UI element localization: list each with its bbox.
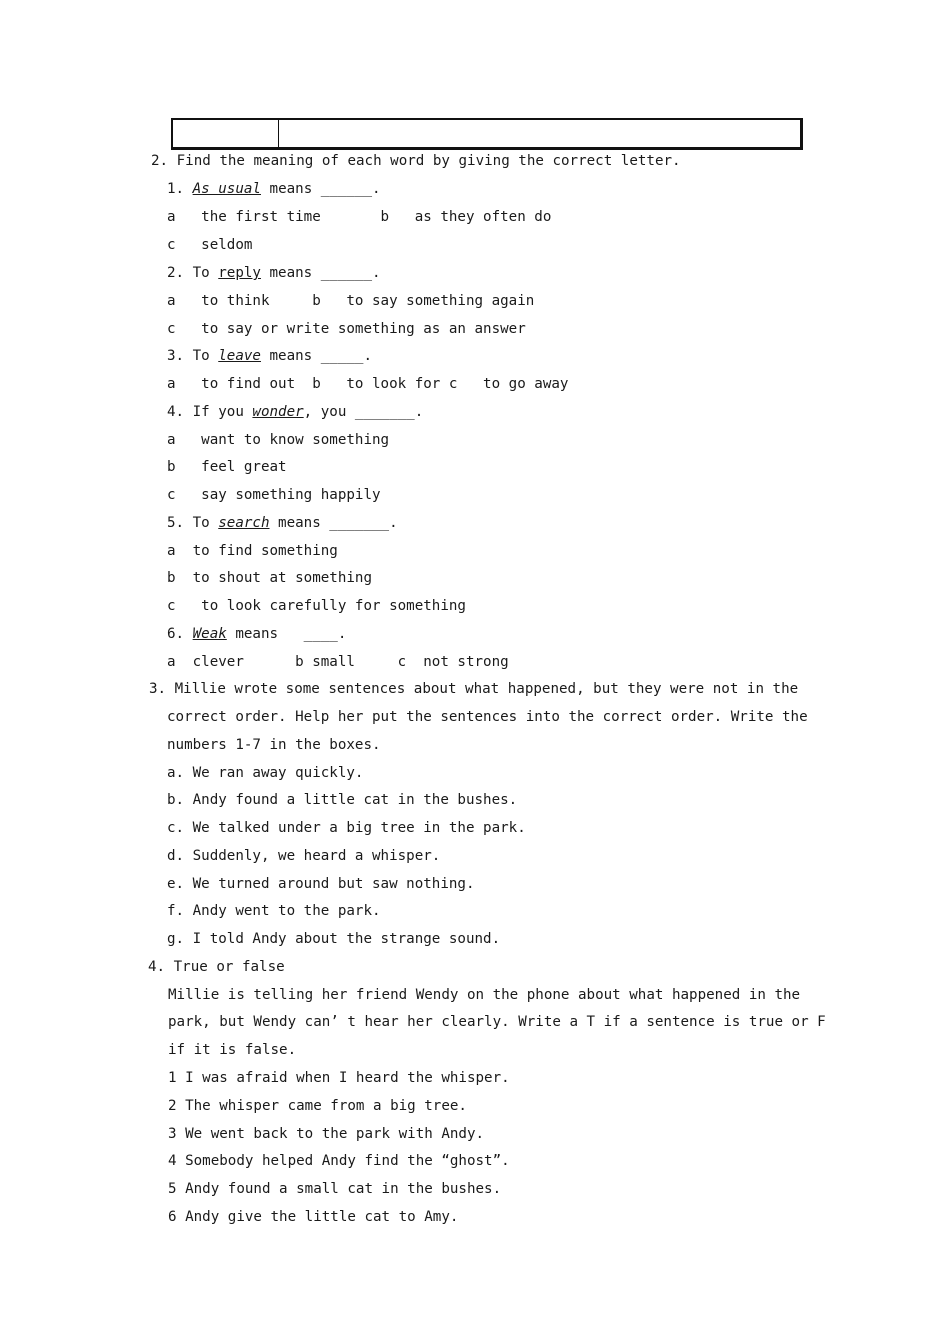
q4-option-c: c say something happily [167, 487, 381, 503]
q3-stem: 3. To leave means _____. [167, 348, 373, 364]
tf-item-1: 1 I was afraid when I heard the whisper. [168, 1070, 510, 1086]
q2-word: reply [218, 265, 261, 281]
q5-option-a: a to find something [167, 543, 338, 559]
tf-item-6: 6 Andy give the little cat to Amy. [168, 1209, 459, 1225]
q1-option-c: c seldom [167, 237, 253, 253]
q2-option-c: c to say or write something as an answer [167, 321, 526, 337]
sentence-c: c. We talked under a big tree in the park. [167, 820, 526, 836]
table-cell-divider [278, 120, 279, 147]
q4-option-b: b feel great [167, 459, 287, 475]
section2-heading: 2. Find the meaning of each word by giving the correct letter. [151, 153, 681, 169]
tf-item-4: 4 Somebody helped Andy find the “ghost”. [168, 1153, 510, 1169]
top-table [171, 118, 803, 150]
q4-option-a: a want to know something [167, 432, 390, 448]
q5-word: search [218, 515, 270, 531]
q5-option-c: c to look carefully for something [167, 598, 466, 614]
q3-options: a to find out b to look for c to go away [167, 376, 569, 392]
q3-word: leave [218, 348, 261, 364]
section3-line1: 3. Millie wrote some sentences about what happened, but they were not in the [149, 681, 799, 697]
sentence-d: d. Suddenly, we heard a whisper. [167, 848, 441, 864]
section4-heading: 4. True or false [148, 959, 285, 975]
q4-stem: 4. If you wonder, you _______. [167, 404, 424, 420]
q1-word: As usual [192, 181, 261, 197]
section4-para2: park, but Wendy can’ t hear her clearly. Write a T if a sentence is true or F [168, 1014, 826, 1030]
q5-option-b: b to shout at something [167, 570, 372, 586]
q6-options: a clever b small c not strong [167, 654, 509, 670]
sentence-b: b. Andy found a little cat in the bushes. [167, 792, 518, 808]
tf-item-2: 2 The whisper came from a big tree. [168, 1098, 467, 1114]
q5-stem: 5. To search means _______. [167, 515, 398, 531]
q1-options-ab: a the first time b as they often do [167, 209, 552, 225]
tf-item-5: 5 Andy found a small cat in the bushes. [168, 1181, 502, 1197]
sentence-a: a. We ran away quickly. [167, 765, 364, 781]
q6-word: Weak [192, 626, 227, 642]
section4-para3: if it is false. [168, 1042, 297, 1058]
sentence-e: e. We turned around but saw nothing. [167, 876, 475, 892]
section3-line2: correct order. Help her put the sentences into the correct order. Write the [167, 709, 808, 725]
q1-stem: 1. As usual means ______. [167, 181, 381, 197]
q2-stem: 2. To reply means ______. [167, 265, 381, 281]
q4-word: wonder [252, 404, 304, 420]
q2-options-ab: a to think b to say something again [167, 293, 535, 309]
tf-item-3: 3 We went back to the park with Andy. [168, 1126, 485, 1142]
sentence-f: f. Andy went to the park. [167, 903, 381, 919]
section4-para1: Millie is telling her friend Wendy on the phone about what happened in the [168, 987, 801, 1003]
sentence-g: g. I told Andy about the strange sound. [167, 931, 501, 947]
section3-line3: numbers 1-7 in the boxes. [167, 737, 381, 753]
q6-stem: 6. Weak means ____. [167, 626, 347, 642]
